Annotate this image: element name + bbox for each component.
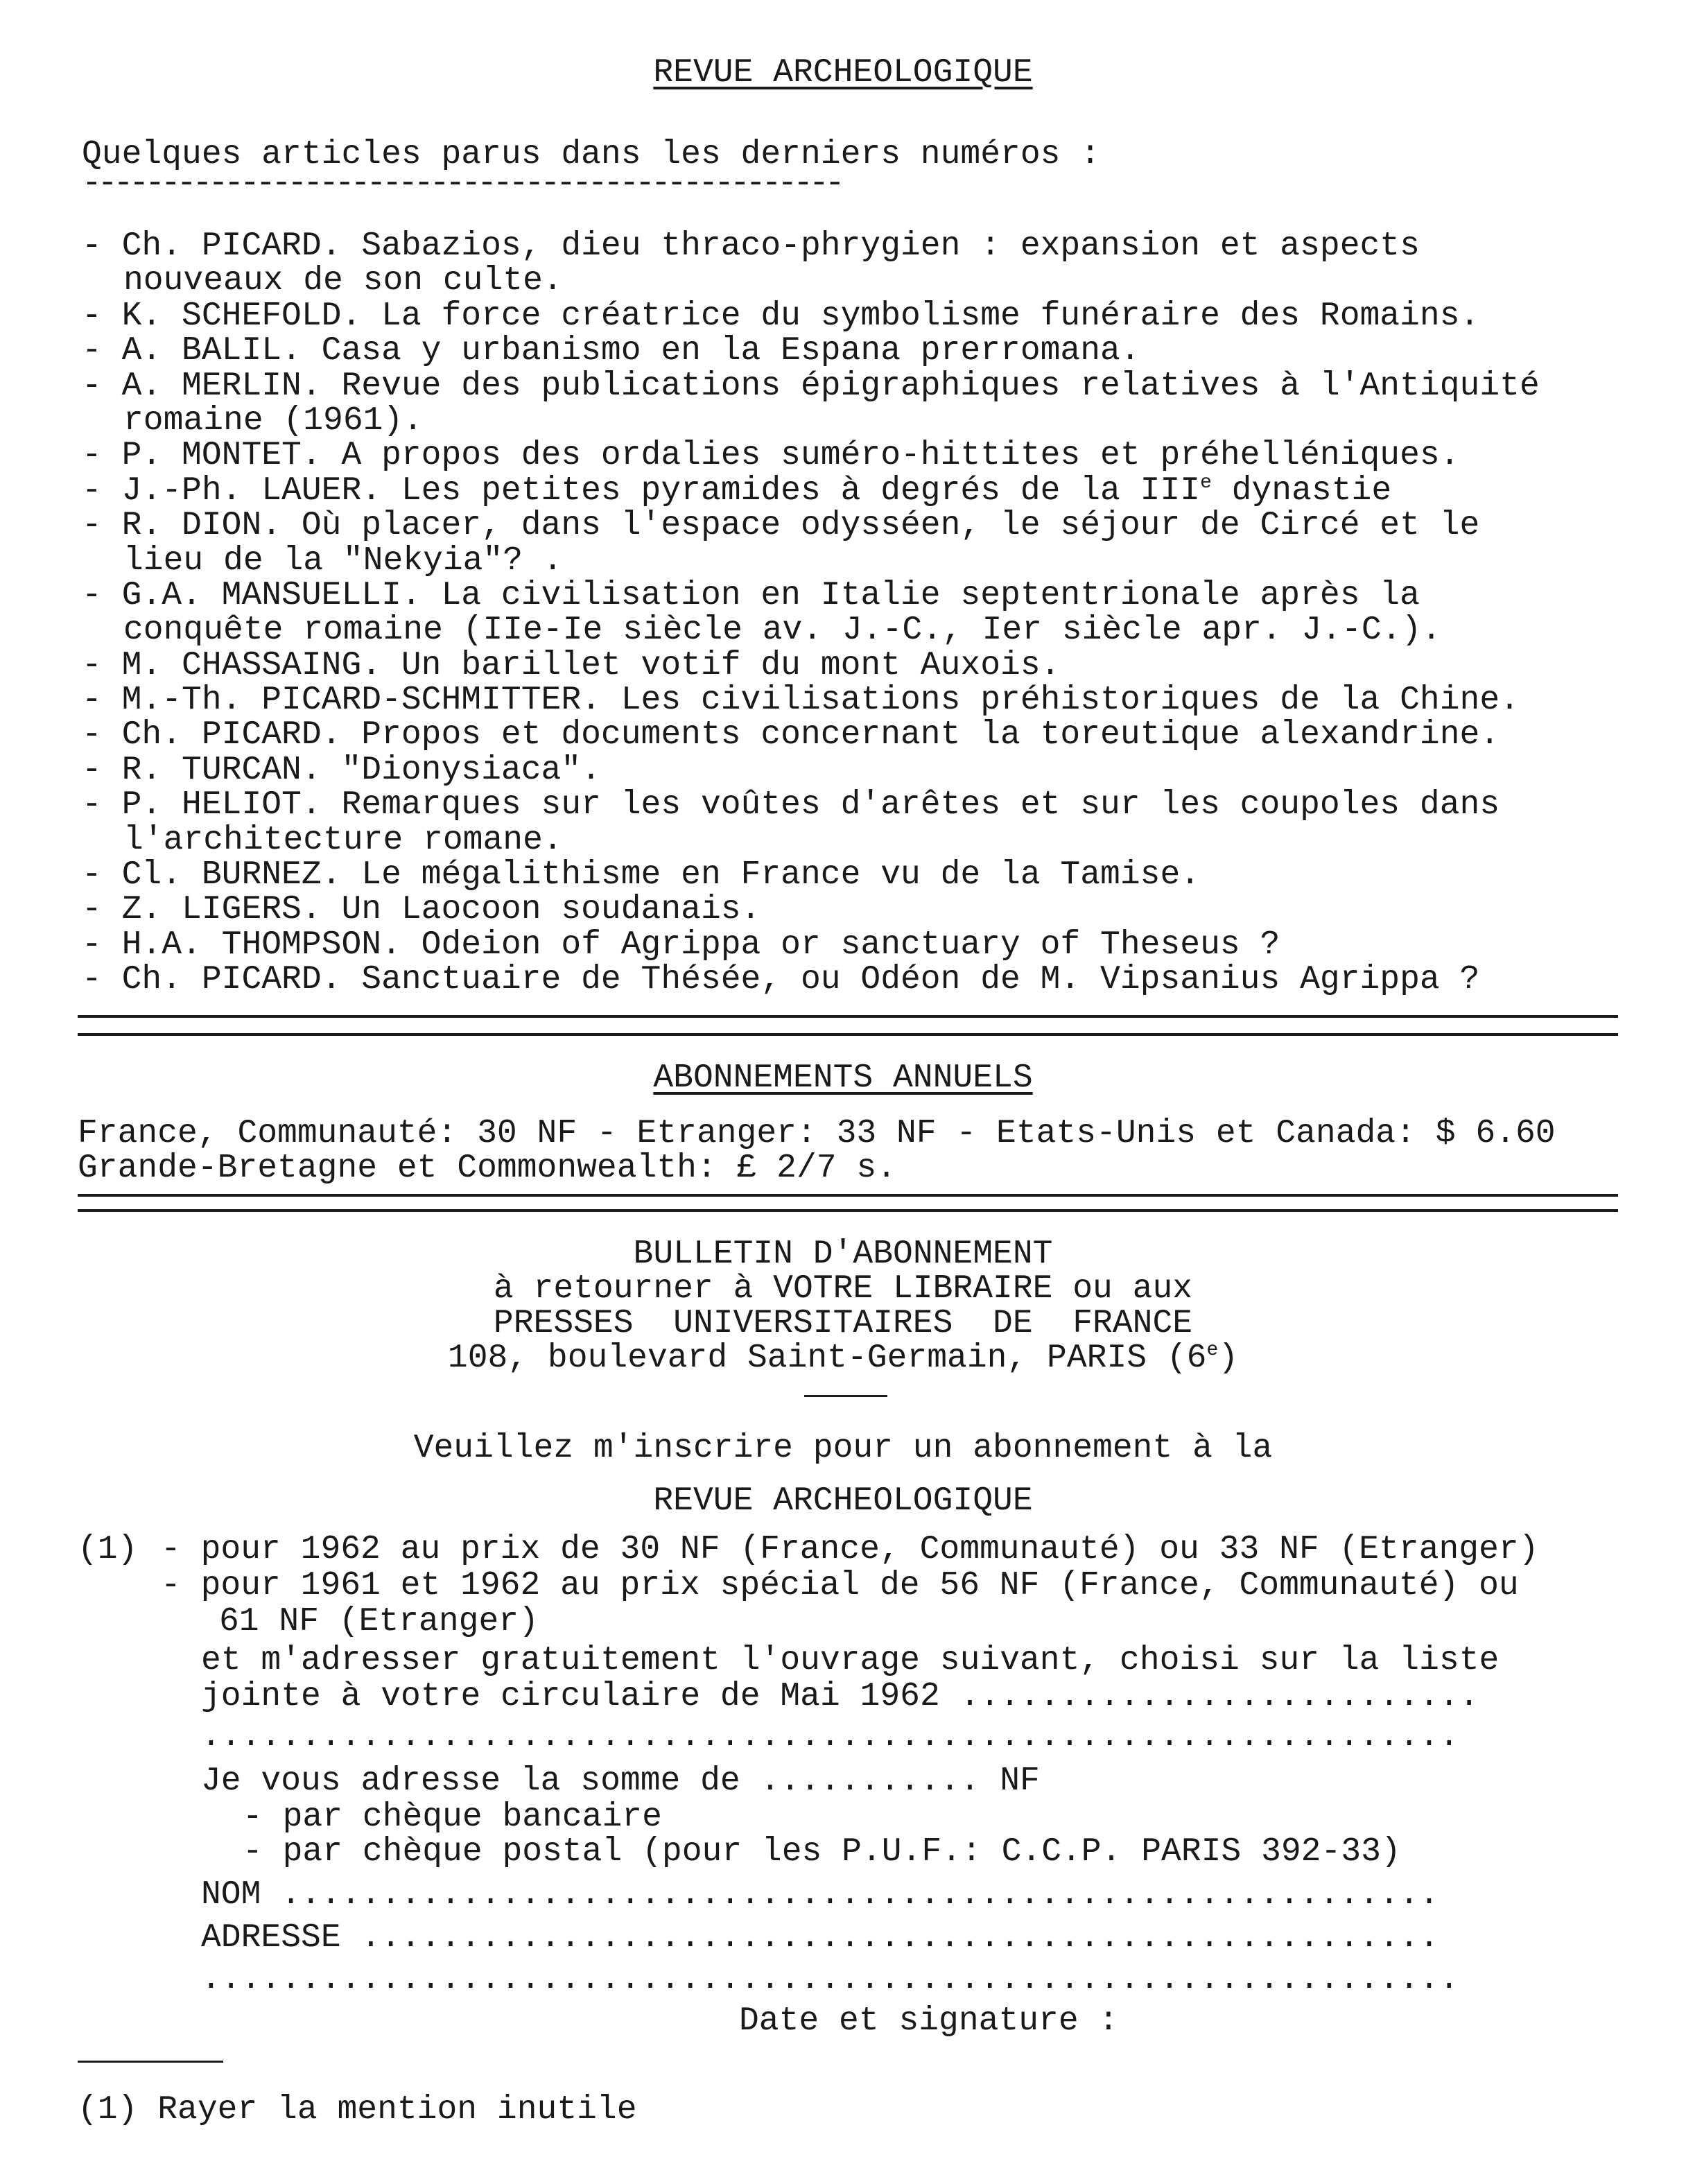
payment-postal-cheque[interactable]: - par chèque postal (pour les P.U.F.: C.C.P. PARIS 392-33): [243, 1833, 1401, 1871]
list-item: - R. DION. Où placer, dans l'espace odysséen, le séjour de Circé et le lieu de la "Nekyia"? .: [82, 507, 1480, 580]
form-revue-name: REVUE ARCHEOLOGIQUE: [653, 1482, 1033, 1520]
list-item: - Cl. BURNEZ. Le mégalithisme en France vu de la Tamise.: [82, 856, 1201, 894]
footnote-rule: [78, 2061, 223, 2063]
subscriptions-prices-line2: Grande-Bretagne et Commonwealth: £ 2/7 s.: [78, 1150, 896, 1187]
free-book-blank-line[interactable]: ...............................................................: [201, 1718, 1459, 1756]
list-item: - J.-Ph. LAUER. Les petites pyramides à degrés de la IIIe dynastie: [82, 471, 1392, 510]
list-item: - Ch. PICARD. Sanctuaire de Thésée, ou Odéon de M. Vipsanius Agrippa ?: [82, 961, 1480, 999]
page-title: REVUE ARCHEOLOGIQUE: [653, 54, 1033, 92]
divider: [78, 1209, 1618, 1212]
list-item: - M.-Th. PICARD-SCHMITTER. Les civilisations préhistoriques de la Chine.: [82, 682, 1520, 720]
free-book-line2[interactable]: jointe à votre circulaire de Mai 1962 ..........................: [201, 1678, 1479, 1715]
intro-underline-dashes: ------------------------------------------------: [82, 165, 841, 202]
list-item: - Z. LIGERS. Un Laocoon soudanais.: [82, 891, 761, 929]
address-field[interactable]: ADRESSE ......................................................: [201, 1919, 1439, 1957]
list-item: - A. BALIL. Casa y urbanismo en la Espana prerromana.: [82, 332, 1140, 370]
footnote-text: (1) Rayer la mention inutile: [78, 2091, 637, 2129]
list-item: - K. SCHEFOLD. La force créatrice du symbolisme funéraire des Romains.: [82, 297, 1480, 335]
list-item: - P. MONTET. A propos des ordalies suméro-hittites et préhelléniques.: [82, 437, 1460, 475]
payment-bank-cheque[interactable]: - par chèque bancaire: [243, 1799, 662, 1836]
list-item: - R. TURCAN. "Dionysiaca".: [82, 751, 601, 789]
bulletin-publisher: PRESSES UNIVERSITAIRES DE FRANCE: [493, 1305, 1193, 1342]
intro-heading: Quelques articles parus dans les derniers numéros :: [82, 136, 1101, 173]
bulletin-address: 108, boulevard Saint-Germain, PARIS (6e): [447, 1340, 1239, 1377]
option-1962: - pour 1962 au prix de 30 NF (France, Communauté) ou 33 NF (Etranger): [161, 1531, 1539, 1568]
list-item: - G.A. MANSUELLI. La civilisation en Italie septentrionale après la conquête romaine (IIe-Ie siècle av. J.-C., Ier siècle apr. J.-C.).: [82, 576, 1442, 650]
name-field[interactable]: NOM ..........................................................: [201, 1876, 1439, 1914]
bulletin-return-to: à retourner à VOTRE LIBRAIRE ou aux: [493, 1270, 1193, 1308]
form-request: Veuillez m'inscrire pour un abonnement à la: [413, 1430, 1273, 1467]
list-item: - Ch. PICARD. Sabazios, dieu thraco-phrygien : expansion et aspects nouveaux de son culte.: [82, 227, 1420, 300]
list-item: - H.A. THOMPSON. Odeion of Agrippa or sanctuary of Theseus ?: [82, 926, 1280, 964]
amount-field[interactable]: Je vous adresse la somme de ........... NF: [201, 1762, 1040, 1800]
list-item: - Ch. PICARD. Propos et documents concernant la toreutique alexandrine.: [82, 716, 1500, 754]
short-divider: [804, 1395, 887, 1397]
subscriptions-prices-line1: France, Communauté: 30 NF - Etranger: 33 NF - Etats-Unis et Canada: $ 6.60: [78, 1115, 1556, 1152]
footnote-marker: (1): [78, 1531, 138, 1568]
divider: [78, 1033, 1618, 1036]
bulletin-title: BULLETIN D'ABONNEMENT: [633, 1236, 1053, 1273]
option-1961-1962: - pour 1961 et 1962 au prix spécial de 56 NF (France, Communauté) ou: [161, 1567, 1519, 1604]
address-continuation-field[interactable]: ...............................................................: [201, 1961, 1459, 1998]
divider: [78, 1194, 1618, 1197]
list-item: - A. MERLIN. Revue des publications épigraphiques relatives à l'Antiquité romaine (1961).: [82, 367, 1540, 440]
subscriptions-heading: ABONNEMENTS ANNUELS: [653, 1059, 1033, 1097]
list-item: - M. CHASSAING. Un barillet votif du mont Auxois.: [82, 646, 1061, 684]
free-book-line1: et m'adresser gratuitement l'ouvrage suivant, choisi sur la liste: [201, 1642, 1500, 1679]
list-item: - P. HELIOT. Remarques sur les voûtes d'arêtes et sur les coupoles dans l'architecture romane.: [82, 786, 1500, 859]
divider: [78, 1015, 1618, 1018]
article-list: [82, 229, 1635, 998]
date-signature-label: Date et signature :: [739, 2002, 1119, 2040]
option-1961-1962-foreign: 61 NF (Etranger): [219, 1603, 539, 1640]
